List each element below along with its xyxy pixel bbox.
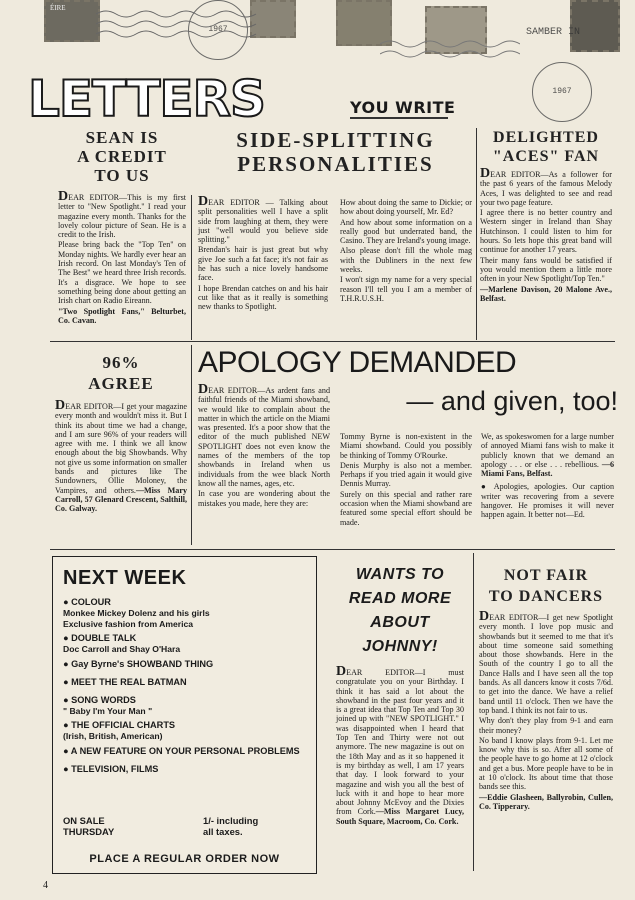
- johnny-body: EAR EDITOR—I must congratulate you on your Birthday. I think it has said a lot about the showband in the past four years and it is a great idea that Top Ten and Top 30 joined up with "NEW SPOTLIGHT." I was disappointed when I heard that Top Ten and Thirty were not out anymore. The new magazine is out on the 18th May and as it so happened it is my birthday as well, I am 17 years that day. I look forward to your magazine and wish you all the best of luck with it and hope to hear more about Johnny McEvoy and the Dixies from Cork.: [336, 668, 464, 817]
- place-order: PLACE A REGULAR ORDER NOW: [89, 853, 280, 865]
- next-week-item-subtitle: " Baby I'm Your Man ": [63, 705, 153, 716]
- apology-col3-signature: —6 Miami Fans, Belfast.: [481, 459, 614, 479]
- apology-col-2: [340, 432, 472, 528]
- next-week-item: [63, 695, 308, 717]
- next-week-list: [63, 597, 308, 782]
- side-splitting-col2-p4: I won't sign my name for a very special reason I'll tell you I am a member of T.H.R.U.S.H.: [340, 275, 472, 303]
- next-week-item: [63, 746, 308, 757]
- dancers-dropcap: D: [479, 609, 490, 624]
- side-splitting-col2-p1: How about doing the same to Dickie; or how about doing yourself, Mr. Ed?: [340, 198, 472, 217]
- letter-side-splitting: [198, 128, 473, 176]
- sean-headline-1: SEAN IS: [85, 128, 159, 147]
- delighted-body-3: Their many fans would be satisfied if you would mention them a little more often in your New Spotlight/Top Ten.": [480, 255, 612, 284]
- johnny-signature: —Miss Margaret Lucy, South Square, Macroom, Co. Cork.: [336, 807, 464, 826]
- side-splitting-col2-p3: Also please don't fill the whole mag with the Dubliners in the next few weeks.: [340, 246, 472, 275]
- sean-headline-2: A CREDIT: [77, 147, 167, 166]
- agree-dropcap: D: [55, 398, 66, 413]
- postmark-3-text: 1967: [552, 87, 572, 96]
- next-week-item-title: ● A NEW FEATURE ON YOUR PERSONAL PROBLEMS: [63, 745, 300, 756]
- next-week-item: [63, 633, 308, 655]
- apology-subheadline: — and given, too!: [406, 386, 618, 416]
- apology-col-1: [198, 382, 330, 509]
- sean-body: EAR EDITOR—This is my first letter to "New Spotlight." I read your magazine every month. Thanks for the lovely colour picture of Sean. He is a credit to the Irish.: [58, 193, 186, 240]
- apology-col3-p1: We, as spokeswomen for a large number of annoyed Miami fans wish to make it publicly known that we demand an apology . . . or else . . . rebellious.: [481, 432, 614, 469]
- dancers-body-2: Why don't they play from 9-1 and earn their money?: [479, 716, 613, 735]
- next-week-item-title: ● TELEVISION, FILMS: [63, 763, 159, 774]
- apology-col2-p1: Tommy Byrne is non-existent in the Miami showband. Could you possibly be thinking of Tommy O'Rourke.: [340, 432, 472, 460]
- ireland-stamp: [44, 0, 100, 42]
- apology-col1-p2: In case you are wondering about the mistakes you made, here they are:: [198, 489, 330, 508]
- next-week-item: [63, 677, 308, 688]
- postmark-1-text: 1967: [208, 25, 228, 34]
- divider-3: [191, 345, 192, 545]
- johnny-headline-4: JOHNNY!: [362, 638, 438, 655]
- divider-row-1: [50, 341, 615, 342]
- apology-col2-p3: Surely on this special and rather rare occasion when the Miami showband are featured some special effort should be made.: [340, 489, 472, 527]
- masthead-title: LETTERS: [28, 70, 266, 128]
- apology-dropcap: D: [198, 382, 209, 397]
- page-number: 4: [43, 880, 48, 891]
- divider-1: [191, 195, 192, 340]
- johnny-headline-1: WANTS TO: [355, 566, 445, 583]
- apology-col-3: [481, 432, 614, 521]
- letter-sean: [58, 128, 186, 326]
- apology-col1-p1: EAR EDITOR—As ardent fans and faithful friends of the Miami showband, we would like to complain about the matter in which the article on the Miami was presented. It's a poor show that the editor of the much published NEW SPOTLIGHT does not even know the names of the members of the top showbands in Ireland when us individuals from the wee black North know all the names, ages, etc.: [198, 386, 330, 488]
- postmark-2: [522, 2, 584, 64]
- next-week-item-title: ● Gay Byrne's SHOWBAND THING: [63, 658, 214, 669]
- divider-4: [473, 553, 474, 871]
- johnny-headline-2: READ MORE: [348, 590, 452, 607]
- dancers-headline-2: TO DANCERS: [488, 588, 604, 605]
- delighted-body-2: I agree there is no better country and Western singer in Ireland than Shay Hutchinson. I could listen to him for hours. So lets hope this great band will continue for another 17 years.: [480, 208, 612, 255]
- delighted-signature: —Marlene Davison, 20 Malone Ave., Belfast.: [480, 284, 612, 303]
- side-splitting-headline-1: SIDE-SPLITTING: [236, 128, 435, 152]
- next-week-box: [52, 556, 317, 874]
- johnny-headline-3: ABOUT: [370, 614, 430, 631]
- masthead: [0, 0, 635, 128]
- sean-body-2: Please bring back the "Top Ten" on Monday nights. We hardly ever hear an Irish record. On last Monday's Ten of The Best" we heard three Irish records. It's a disgrace. We hope to see something being done about getting an Irish chart on Radio Eireann.: [58, 240, 186, 306]
- agree-headline-1: 96%: [102, 353, 140, 372]
- delighted-headline-2: "ACES" FAN: [492, 148, 600, 165]
- divider-row-2: [50, 549, 615, 550]
- side-splitting-headline-2: PERSONALITIES: [237, 152, 434, 176]
- delighted-dropcap: D: [480, 166, 491, 181]
- delighted-body: EAR EDITOR—As a follower for the past 6 years of the famous Melody Aces, I was delighted to see and read your two page feature.: [480, 170, 612, 207]
- masthead-rule: [350, 117, 448, 119]
- sean-signature: "Two Spotlight Fans," Belturbet, Co. Cavan.: [58, 306, 186, 325]
- side-splitting-col-1: [198, 194, 328, 313]
- postmark-3: [532, 62, 592, 122]
- letter-dancers: [479, 565, 613, 812]
- apology-col2-p2: Denis Murphy is also not a member. Perhaps if you tried again it would give Dennis Murray.: [340, 460, 472, 489]
- side-splitting-col1-p1: EAR EDITOR — Talking about split personalities well I have a split side from laughing at them, they were just "well would you believe side splitting.": [198, 198, 328, 245]
- dancers-headline-1: NOT FAIR: [503, 567, 589, 584]
- divider-2: [476, 128, 477, 340]
- postmark-2-text: SAMBER IN: [525, 27, 580, 38]
- apology-editor-note: ● Apologies, apologies. Our caption writer was recovering from a severe hangover. He promises it will never happen again. It better not—Ed.: [481, 482, 614, 520]
- dancers-body-3: No band I know plays from 9-1. Let me know why this is so. After all some of the people have to go home at 12 o'clock and get a bus. More people have to be in at 10 o'clock. Its about time that those bands see this.: [479, 735, 613, 792]
- dancers-body: EAR EDITOR—I get new Spotlight every month. I love pop music and showbands but it seemed to me that it's about time someone said something about those showbands. Here in the South of the country I go to all the Dance Halls and I have seen all the top bands. As all dancers know it costs 7/6d. to get into the dance. We have a relief band until 11 o'clock. Then we have the top band. I think its not fair to us.: [479, 613, 613, 715]
- postmark-wavy-lines-2: [380, 36, 520, 72]
- next-week-item-title: ● SONG WORDS: [63, 694, 136, 705]
- side-splitting-col2-p2: And how about some information on a really good but underrated band, the Casino. They are Ireland's young image.: [340, 217, 472, 246]
- agree-body: EAR EDITOR—I get your magazine every month and wouldn't miss it. But I think its about time we had a change, and I am sure 96% of your readers will agree with me. I think we all know enough about the big Showbands. Why not give us some information on smaller bands and pictures like The Sundowners, Ollie Moloney, the Vampires, and others.: [55, 402, 187, 495]
- letter-johnny: [336, 563, 464, 827]
- sean-headline-3: TO US: [94, 166, 150, 185]
- masthead-subtitle: YOU WRITE: [350, 98, 456, 117]
- stamp-text: ÉIRE: [50, 4, 66, 12]
- next-week-item-title: ● COLOUR: [63, 597, 111, 607]
- next-week-item: [63, 764, 308, 775]
- next-week-item-subtitle: Doc Carroll and Shay O'Hara: [63, 644, 181, 654]
- next-week-item: [63, 659, 308, 670]
- dancers-signature: —Eddie Glasheen, Ballyrobin, Cullen, Co. Tipperary.: [479, 792, 613, 811]
- next-week-item-subtitle: (Irish, British, American): [63, 731, 163, 741]
- price-line-1: 1/- including: [203, 815, 259, 826]
- side-splitting-col1-p3: I hope Brendan catches on and his hair cut like that as it really is something new thanks to Spotlight.: [198, 283, 328, 312]
- side-splitting-col1-p2: Brendan's hair is just great but why give Joe such a fat face; it's not fair as he has such a nice lovely handsome face.: [198, 245, 328, 283]
- sean-dropcap: D: [58, 189, 69, 204]
- next-week-item: [63, 720, 308, 742]
- on-sale-line-1: ON SALE: [63, 815, 105, 826]
- next-week-item-title: ● DOUBLE TALK: [63, 633, 137, 643]
- next-week-item-title: ● THE OFFICIAL CHARTS: [63, 720, 176, 730]
- apology-headline: APOLOGY DEMANDED: [198, 346, 517, 379]
- next-week-item-subtitle: Monkee Mickey Dolenz and his girls Exclusive fashion from America: [63, 608, 210, 629]
- price-line-2: all taxes.: [203, 826, 243, 837]
- next-week-item: [63, 597, 308, 629]
- letter-delighted: [480, 128, 612, 304]
- next-week-item-title: ● MEET THE REAL BATMAN: [63, 676, 187, 687]
- postmark-wavy-lines: [96, 6, 266, 46]
- letter-agree: [55, 352, 187, 515]
- side-splitting-dropcap: D: [198, 194, 209, 209]
- delighted-headline-1: DELIGHTED: [493, 129, 599, 146]
- on-sale-line-2: THURSDAY: [63, 826, 115, 837]
- agree-headline-2: AGREE: [88, 374, 154, 393]
- side-splitting-col-2: [340, 198, 472, 304]
- next-week-title: NEXT WEEK: [63, 567, 187, 589]
- johnny-dropcap: D: [336, 664, 347, 679]
- agree-signature: —Miss Mary Carroll, 57 Glenard Crescent, Salthill, Co. Galway.: [55, 485, 187, 514]
